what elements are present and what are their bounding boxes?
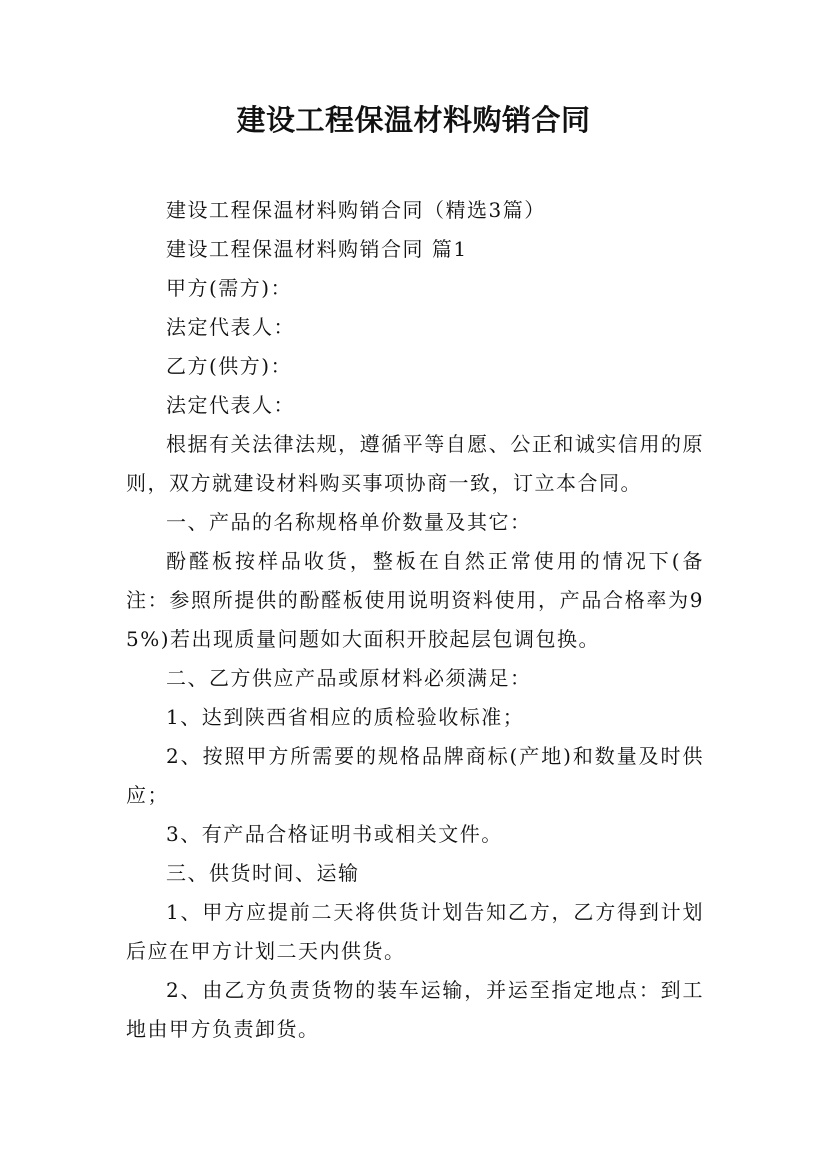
clause-1-text: 酚醛板按样品收货，整板在自然正常使用的情况下(备注：参照所提供的酚醛板使用说明资料使用，产品合格率为95%)若出现质量问题如大面积开胶起层包调包换。	[126, 549, 704, 651]
clause-3-item-1: 1、甲方应提前二天将供货计划告知乙方，乙方得到计划后应在甲方计划二天内供货。	[126, 900, 704, 963]
document-body	[126, 191, 704, 1049]
party-b-representative-line: 法定代表人：	[166, 393, 295, 417]
party-b-line: 乙方(供方)：	[166, 354, 293, 378]
clause-3-item-2: 2、由乙方负责货物的装车运输，并运至指定地点：到工地由甲方负责卸货。	[126, 978, 704, 1041]
preamble-paragraph: 根据有关法律法规，遵循平等自愿、公正和诚实信用的原则，双方就建设材料购买事项协商一致，订立本合同。	[126, 432, 704, 495]
clause-1-heading: 一、产品的名称规格单价数量及其它：	[166, 510, 532, 534]
party-a-representative-line: 法定代表人：	[166, 315, 295, 339]
party-a-line: 甲方(需方)：	[166, 276, 293, 300]
clause-2-item-1: 1、达到陕西省相应的质检验收标准；	[166, 705, 525, 729]
subtitle-paragraph: 建设工程保温材料购销合同（精选3篇）	[166, 198, 546, 222]
clause-2-heading: 二、乙方供应产品或原材料必须满足：	[166, 666, 532, 690]
clause-2-item-3: 3、有产品合格证明书或相关文件。	[166, 822, 503, 846]
clause-3-heading: 三、供货时间、运输	[166, 861, 360, 885]
document-title: 建设工程保温材料购销合同	[236, 103, 591, 137]
section-heading: 建设工程保温材料购销合同 篇1	[166, 237, 468, 261]
clause-2-item-2: 2、按照甲方所需要的规格品牌商标(产地)和数量及时供应；	[126, 744, 704, 807]
